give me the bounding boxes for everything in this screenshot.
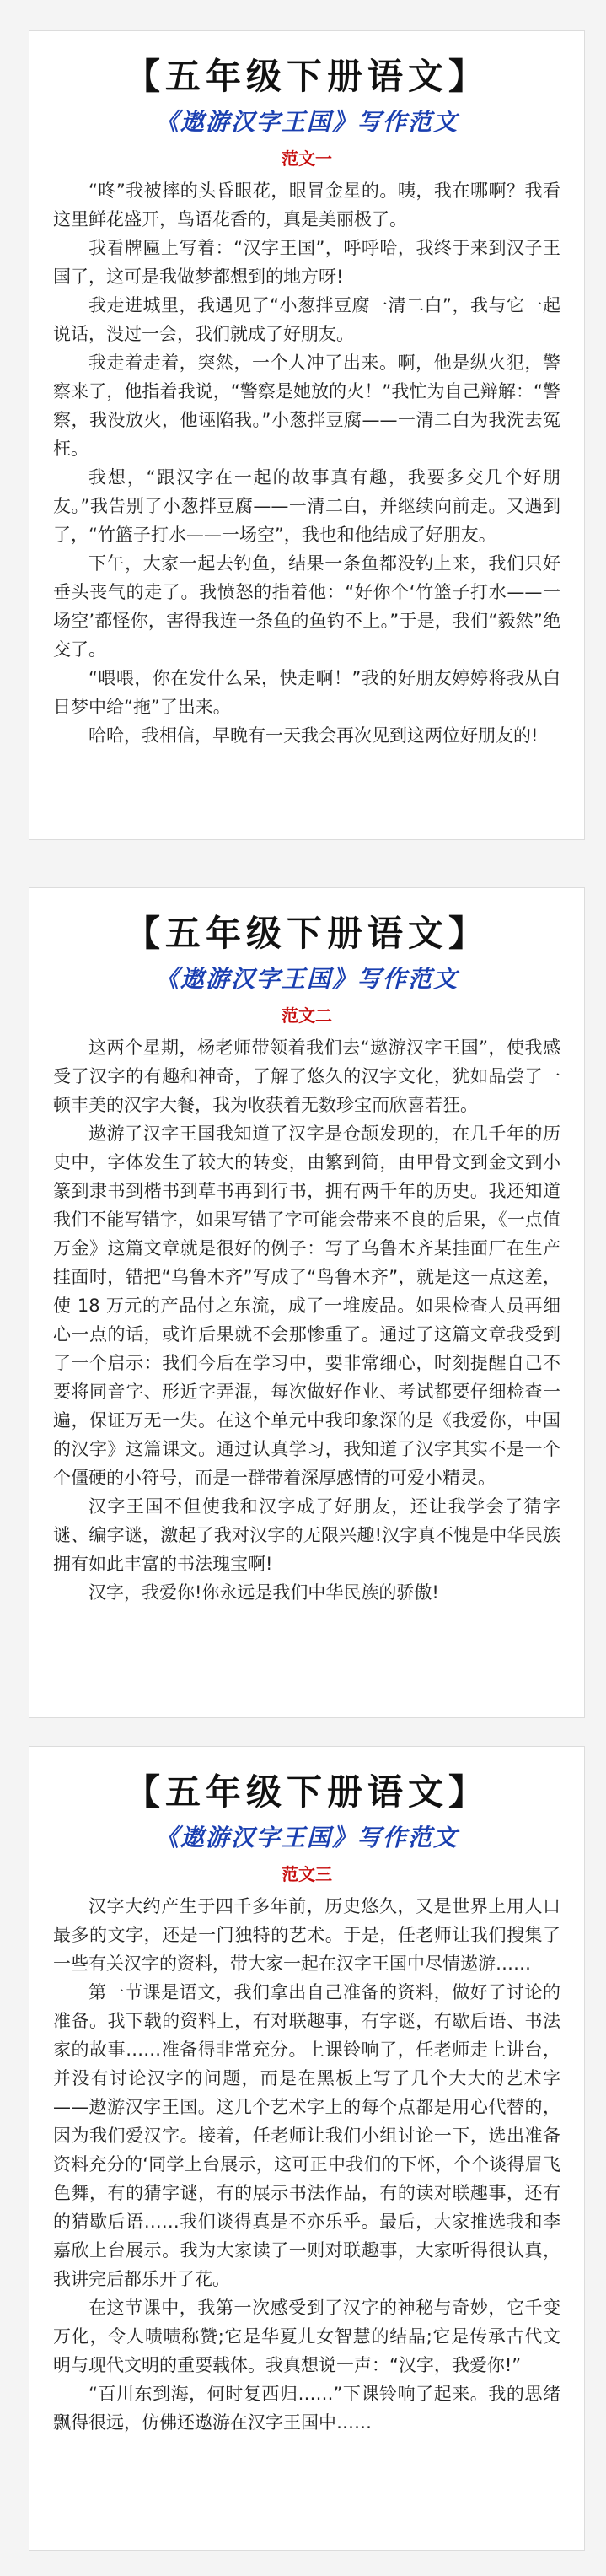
- article-subtitle: 《遨游汉字王国》写作范文: [154, 965, 459, 993]
- paragraph: 哈哈，我相信，早晚有一天我会再次见到这两位好朋友的!: [88, 725, 539, 746]
- paragraph: 这两个星期，杨老师带领着我们去“遨游汉字王国”，使我感受了汉字的有趣和神奇，了解了悠久的汉字文化，犹如品尝了一顿丰美的汉字大餐，我为收获着无数珍宝而欣喜若狂。: [53, 1037, 560, 1115]
- article-subtitle: 《遨游汉字王国》写作范文: [154, 1824, 459, 1851]
- article-tag: 范文一: [282, 148, 332, 169]
- paragraph: 我走着走着，突然，一个人冲了出来。啊，他是纵火犯，警察来了，他指着我说，“警察是她放的火！”我忙为自己辩解：“警察，我没放火，他诬陷我。”小葱拌豆腐——一清二白为我洗去冤枉。: [53, 353, 560, 459]
- article-tag: 范文二: [282, 1005, 332, 1026]
- article-title: 【五年级下册语文】: [124, 1771, 489, 1813]
- paragraph: 我想，“跟汉字在一起的故事真有趣，我要多交几个好朋友。”我告别了小葱拌豆腐——一清二白，并继续向前走。又遇到了，“竹篮子打水——一场空”，我也和他结成了好朋友。: [53, 467, 560, 545]
- paragraph: “喂喂，你在发什么呆，快走啊！”我的好朋友婷婷将我从白日梦中给“拖”了出来。: [53, 668, 560, 717]
- paragraph: “百川东到海，何时复西归……”下课铃响了起来。我的思绪飘得很远，仿佛还遨游在汉字王国中……: [53, 2384, 560, 2433]
- article-subtitle: 《遨游汉字王国》写作范文: [154, 108, 459, 136]
- article-card-3: [29, 1746, 585, 2551]
- article-title: 【五年级下册语文】: [124, 913, 489, 954]
- paragraph: 汉字王国不但使我和汉字成了好朋友，还让我学会了猜字谜、编字谜，激起了我对汉字的无限兴趣!汉字真不愧是中华民族拥有如此丰富的书法瑰宝啊!: [53, 1496, 560, 1574]
- paragraph: 第一节课是语文，我们拿出自己准备的资料，做好了讨论的准备。我下载的资料上，有对联趣事，有字谜，有歇后语、书法家的故事……准备得非常充分。上课铃响了，任老师走上讲台，并没有讨论汉字的问题，而是在黑板上写了几个大大的艺术字——遨游汉字王国。这几个艺术字上的每个点都是用心代替的，因为我们爱汉字。接着，任老师让我们小组讨论一下，选出准备资料充分的‘同学上台展示，这可正中我们的下怀，个个谈得眉飞色舞，有的猜字谜，有的展示书法作品，有的读对联趣事，还有的猜歇后语……我们谈得真是不亦乐乎。最后，大家推选我和李嘉欣上台展示。我为大家读了一则对联趣事，大家听得很认真，我讲完后都乐开了花。: [53, 1982, 560, 2289]
- article-card-2: [29, 887, 585, 1718]
- article-title: 【五年级下册语文】: [124, 56, 489, 97]
- paragraph: 下午，大家一起去钓鱼，结果一条鱼都没钓上来，我们只好垂头丧气的走了。我愤怒的指着他：“好你个‘竹篮子打水——一场空’都怪你，害得我连一条鱼的鱼钓不上。”于是，我们“毅然”绝交了。: [53, 553, 560, 660]
- article-tag: 范文三: [282, 1864, 332, 1884]
- paragraph: 我走进城里，我遇见了“小葱拌豆腐一清二白”，我与它一起说话，没过一会，我们就成了好朋友。: [53, 295, 560, 344]
- paragraph: 我看牌匾上写着：“汉字王国”，呼呼哈，我终于来到汉子王国了，这可是我做梦都想到的地方呀!: [53, 238, 560, 287]
- paragraph: 在这节课中，我第一次感受到了汉字的神秘与奇妙，它千变万化，令人啧啧称赞;它是华夏儿女智慧的结晶;它是传承古代文明与现代文明的重要载体。我真想说一声：“汉字，我爱你!”: [53, 2298, 560, 2375]
- paragraph: “咚”我被摔的头昏眼花，眼冒金星的。咦，我在哪啊？我看这里鲜花盛开，鸟语花香的，真是美丽极了。: [53, 181, 560, 229]
- article-card-1: [29, 30, 585, 840]
- paragraph: 遨游了汉字王国我知道了汉字是仓颉发现的，在几千年的历史中，字体发生了较大的转变，由繁到简，由甲骨文到金文到小篆到隶书到楷书到草书再到行书，拥有两千年的历史。我还知道我们不能写错字，如果写错了字可能会带来不良的后果，《一点值万金》这篇文章就是很好的例子：写了乌鲁木齐某挂面厂在生产挂面时，错把“乌鲁木齐”写成了“鸟鲁木齐”，就是这一点这差，使 18 万元的产品付之东流，成了一堆废品。如果检查人员再细心一点的话，或许后果就不会那惨重了。通过了这篇文章我受到了一个启示：我们今后在学习中，要非常细心，时刻提醒自己不要将同音字、形近字弄混，每次做好作业、考试都要仔细检查一遍，保证万无一失。在这个单元中我印象深的是《我爱你，中国的汉字》这篇课文。通过认真学习，我知道了汉字其实不是一个个僵硬的小符号，而是一群带着深厚感情的可爱小精灵。: [53, 1124, 560, 1488]
- paragraph: 汉字大约产生于四千多年前，历史悠久，又是世界上用人口最多的文字，还是一门独特的艺术。于是，任老师让我们搜集了一些有关汉字的资料，带大家一起在汉字王国中尽情遨游……: [53, 1896, 560, 1974]
- paragraph: 汉字，我爱你!你永远是我们中华民族的骄傲!: [88, 1582, 439, 1603]
